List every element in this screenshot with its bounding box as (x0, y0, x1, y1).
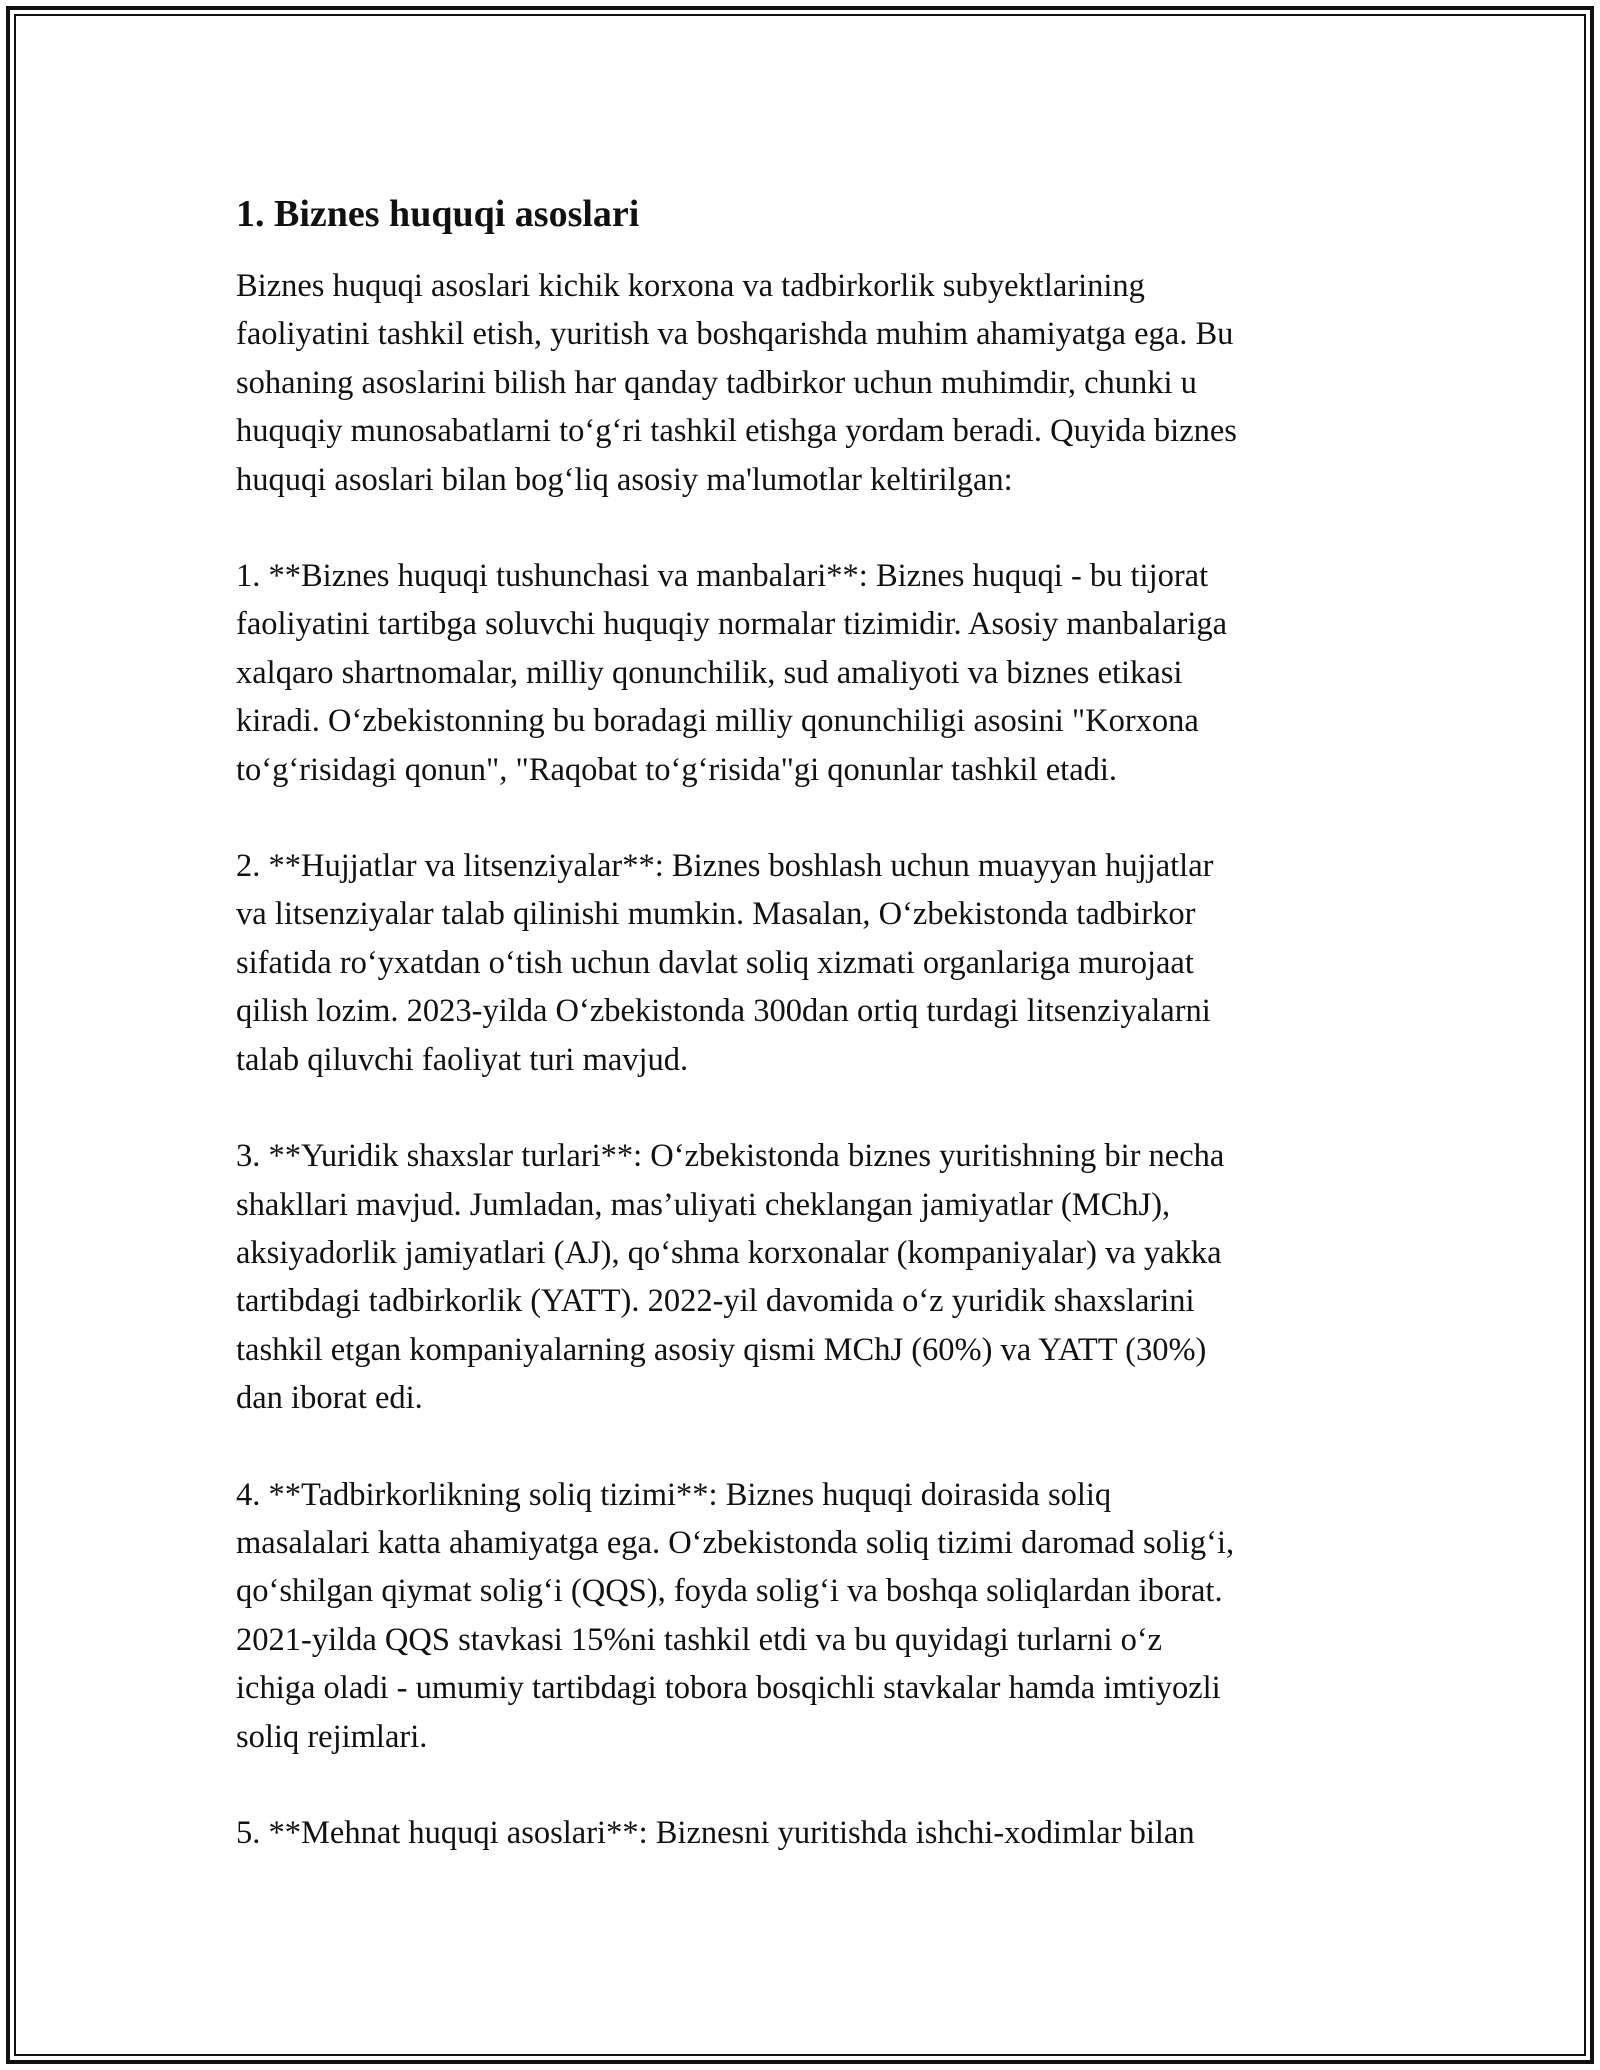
text-line: 2021-yilda QQS stavkasi 15%ni tashkil etdi va bu quyidagi turlarni o‘z (236, 1621, 1163, 1658)
text-line: Biznes huquqi asoslari kichik korxona va tadbirkorlik subyektlarining (236, 268, 1145, 304)
text-line: huquqiy munosabatlarni to‘g‘ri tashkil etishga yordam beradi. Quyida biznes (236, 413, 1237, 450)
section-heading: 1. Biznes huquqi asoslari (236, 193, 640, 235)
text-line: faoliyatini tashkil etish, yuritish va boshqarishda muhim ahamiyatga ega. Bu (236, 316, 1234, 353)
text-line: shakllari mavjud. Jumladan, mas’uliyati cheklangan jamiyatlar (MChJ), (236, 1186, 1171, 1223)
text-line: faoliyatini tartibga soluvchi huquqiy normalar tizimidir. Asosiy manbalariga (236, 606, 1228, 643)
list-item-paragraph (236, 1809, 1386, 1857)
text-line: huquqi asoslari bilan bog‘liq asosiy ma'lumotlar keltirilgan: (236, 461, 1013, 498)
text-line: kiradi. O‘zbekistonning bu boradagi milliy qonunchiligi asosini "Korxona (236, 703, 1199, 740)
text-line: to‘g‘risidagi qonun", "Raqobat to‘g‘risida"gi qonunlar tashkil etadi. (236, 751, 1118, 788)
document-page (236, 190, 1386, 1905)
text-line: 4. **Tadbirkorlikning soliq tizimi**: Biznes huquqi doirasida soliq (236, 1476, 1112, 1513)
text-line: va litsenziyalar talab qilinishi mumkin. Masalan, O‘zbekistonda tadbirkor (236, 896, 1196, 933)
text-line: tashkil etgan kompaniyalarning asosiy qismi MChJ (60%) va YATT (30%) (236, 1331, 1207, 1368)
text-line: soliq rejimlari. (236, 1718, 428, 1755)
text-line: ichiga oladi - umumiy tartibdagi tobora bosqichli stavkalar hamda imtiyozli (236, 1670, 1221, 1707)
text-line: 2. **Hujjatlar va litsenziyalar**: Biznes boshlash uchun muayyan hujjatlar (236, 848, 1214, 885)
text-line: 3. **Yuridik shaxslar turlari**: O‘zbekistonda biznes yuritishning bir necha (236, 1138, 1225, 1175)
list-item-paragraph (236, 1471, 1386, 1761)
text-line: qilish lozim. 2023-yilda O‘zbekistonda 300dan ortiq turdagi litsenziyalarni (236, 993, 1211, 1030)
text-line: dan iborat edi. (236, 1380, 423, 1417)
text-line: qo‘shilgan qiymat solig‘i (QQS), foyda solig‘i va boshqa soliqlardan iborat. (236, 1573, 1223, 1610)
text-line: 1. **Biznes huquqi tushunchasi va manbalari**: Biznes huquqi - bu tijorat (236, 558, 1209, 595)
text-line: talab qiluvchi faoliyat turi mavjud. (236, 1041, 689, 1078)
text-line: sohaning asoslarini bilish har qanday tadbirkor uchun muhimdir, chunki u (236, 364, 1197, 401)
list-item-paragraph (236, 1132, 1386, 1422)
intro-paragraph (236, 262, 1386, 504)
text-line: masalalari katta ahamiyatga ega. O‘zbekistonda soliq tizimi daromad solig‘i, (236, 1524, 1235, 1561)
list-item-paragraph (236, 842, 1386, 1084)
text-line: aksiyadorlik jamiyatlari (AJ), qo‘shma korxonalar (kompaniyalar) va yakka (236, 1234, 1222, 1271)
text-line: 5. **Mehnat huquqi asoslari**: Biznesni yuritishda ishchi-xodimlar bilan (236, 1814, 1195, 1851)
text-line: xalqaro shartnomalar, milliy qonunchilik, sud amaliyoti va biznes etikasi (236, 654, 1183, 691)
list-item-paragraph (236, 552, 1386, 794)
text-line: sifatida ro‘yxatdan o‘tish uchun davlat soliq xizmati organlariga murojaat (236, 944, 1194, 981)
text-line: tartibdagi tadbirkorlik (YATT). 2022-yil davomida o‘z yuridik shaxslarini (236, 1283, 1195, 1320)
